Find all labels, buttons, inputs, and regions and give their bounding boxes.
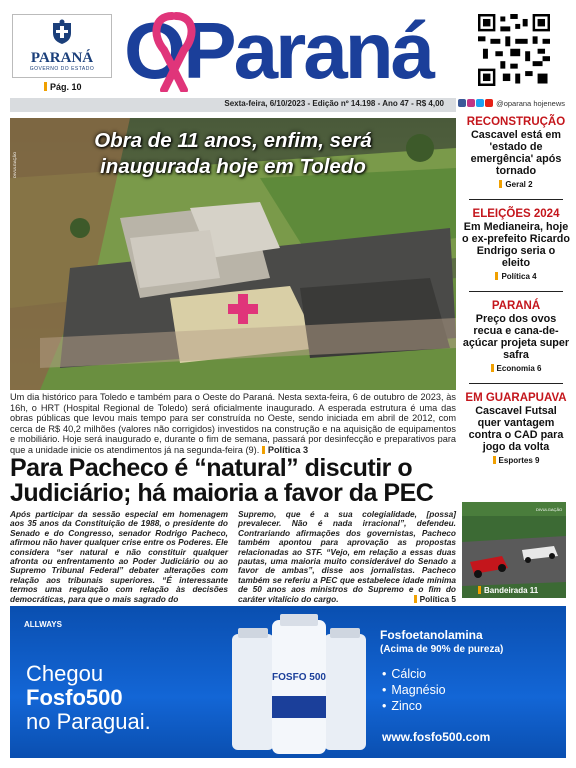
seal-name: PARANÁ	[30, 50, 94, 66]
hero-caption-ref[interactable]: Política 3	[262, 445, 308, 455]
advertisement[interactable]	[10, 606, 566, 758]
race-photo-credit: DIVULGAÇÃO	[536, 507, 563, 512]
story-column-2	[238, 510, 456, 604]
story-column-2-text: Supremo, que é a sua colegialidade, [possa] prevalecer. Não é nada irracional”, defendeu. Contrariando afirmações dos governistas, Pacheco também apontou para aprovação as propostas relacionadas ao STF. “Vejo, em relação a essas duas pautas, uma maioria muito considerável do Senado a favor de ambas”, disse aos jornalistas. Pacheco também se referiu a PEC que estabelece idade mínima de 50 anos aos ministros do Supremo e o fim do caráter vitalício do cargo.	[238, 509, 456, 604]
social-handle: @oparana hojenews	[496, 99, 566, 108]
race-ref[interactable]: Bandeirada 11	[478, 586, 538, 595]
main-headline[interactable]: Para Pacheco é “natural” discutir o Judiciário; há maioria a favor da PEC	[10, 454, 434, 507]
list-item: • Magnésio	[382, 682, 446, 698]
coat-of-arms-icon	[50, 19, 74, 45]
race-car-image	[462, 502, 566, 598]
sidebar-headline: Cascavel Futsal quer vantagem contra o CAD para jogo da volta	[468, 405, 564, 453]
qr-code[interactable]	[478, 14, 550, 86]
sidebar-kicker: RECONSTRUÇÃO	[466, 116, 566, 128]
instagram-icon[interactable]	[467, 99, 475, 107]
ad-brand	[24, 620, 62, 629]
youtube-icon[interactable]	[485, 99, 493, 107]
sidebar-kicker: PARANÁ	[491, 300, 541, 312]
ad-brand-name: ALLWAYS	[24, 620, 62, 629]
hero-headline-line-2: inaugurada hoje em Toledo	[100, 155, 366, 178]
photo-credit: DIVULGAÇÃO	[12, 151, 17, 178]
page-reference[interactable]: Pág. 10	[44, 82, 82, 92]
ad-ingredient-list	[382, 666, 446, 714]
sidebar-ref[interactable]: Política 4	[462, 272, 570, 281]
sidebar-item[interactable]	[462, 208, 570, 281]
sidebar-ref[interactable]: Economia 6	[462, 364, 570, 373]
ad-slogan	[26, 662, 151, 734]
hero-photo[interactable]	[10, 118, 456, 390]
divider	[469, 291, 563, 292]
sidebar-item[interactable]	[462, 392, 570, 465]
ad-line-3: no Paraguai.	[26, 709, 151, 734]
sidebar-headline: Em Medianeira, hoje o ex-prefeito Ricardo Endrigo seria o eleito	[462, 221, 570, 269]
hero-headline[interactable]	[10, 128, 456, 180]
ad-line-1: Chegou	[26, 661, 104, 686]
ad-url-link[interactable]: www.fosfo500.com	[382, 730, 491, 744]
ad-product-name: Fosfoetanolamina	[380, 628, 483, 642]
date-bar	[10, 98, 456, 112]
sidebar-kicker: EM GUARAPUAVA	[465, 392, 567, 404]
twitter-icon[interactable]	[476, 99, 484, 107]
hero-caption	[10, 392, 456, 456]
sidebar-item[interactable]	[462, 116, 570, 189]
list-item: • Cálcio	[382, 666, 446, 682]
bottle-label: FOSFO 500	[272, 672, 326, 683]
ad-product-sub: (Acima de 90% de pureza)	[380, 644, 504, 655]
sidebar-headline: Cascavel está em 'estado de emergência' após tornado	[470, 129, 562, 177]
sidebar-news	[462, 116, 570, 465]
facebook-icon[interactable]	[458, 99, 466, 107]
sidebar-headline: Preço dos ovos recua e cana-de-açúcar projeta super safra	[462, 313, 570, 361]
hero-caption-text: Um dia histórico para Toledo e também para o Oeste do Paraná. Nesta sexta-feira, 6 de outubro de 2023, às 16h, o HRT (Hospital Regional de Toledo) será oficialmente inaugurado. A esperada estrutura é uma das obras públicas que levou mais tempo para ser construída no Oeste, sendo iniciada em abril de 2012, com cerca de R$ 40,2 milhões (valores não corrigidos) investidos na construção e na aquisição de equipamentos e mobiliário. Hoje será inaugurado e, durante o fim de semana, passará por desinfecção e preparativos para que a unidade inicie os atendimentos já na segunda-feira (9).	[10, 392, 456, 455]
product-bottles-image	[224, 614, 374, 756]
list-item: • Zinco	[382, 698, 446, 714]
parana-government-seal	[12, 14, 112, 78]
social-links[interactable]	[458, 99, 568, 111]
divider	[469, 199, 563, 200]
race-photo[interactable]	[462, 502, 566, 598]
divider	[469, 383, 563, 384]
sidebar-ref[interactable]: Geral 2	[462, 180, 570, 189]
story-column-1: Após participar da sessão especial em homenagem aos 35 anos da Constituição de 1988, o presidente do Senado e do Congresso, senador Rodrigo Pacheco, afirmou não haver qualquer crise entre os Poderes. Ele considera “ser natural e não constituir qualquer afronta ou enfrentamento ao Poder Judiciário ou ao Supremo Tribunal Federal” debater alterações com relação aos tribunais superiores. “É interessante termos uma regulação com relação às decisões democráticas, para que o mais sagrado do	[10, 509, 228, 604]
sidebar-kicker: ELEIÇÕES 2024	[472, 208, 560, 220]
hero-headline-line-1: Obra de 11 anos, enfim, será	[94, 129, 372, 152]
masthead	[0, 0, 576, 96]
newspaper-logo[interactable]	[124, 6, 454, 92]
logo-text: OParaná	[124, 6, 433, 92]
main-story-body	[10, 510, 456, 604]
seal-subtitle: GOVERNO DO ESTADO	[29, 66, 95, 72]
sidebar-item[interactable]	[462, 300, 570, 373]
ad-line-2: Fosfo500	[26, 685, 123, 710]
main-story-ref[interactable]: Política 5	[414, 595, 456, 604]
edition-date: Sexta-feira, 6/10/2023 - Edição nº 14.198 - Ano 47 - R$ 4,00	[224, 99, 444, 108]
sidebar-ref[interactable]: Esportes 9	[462, 456, 570, 465]
